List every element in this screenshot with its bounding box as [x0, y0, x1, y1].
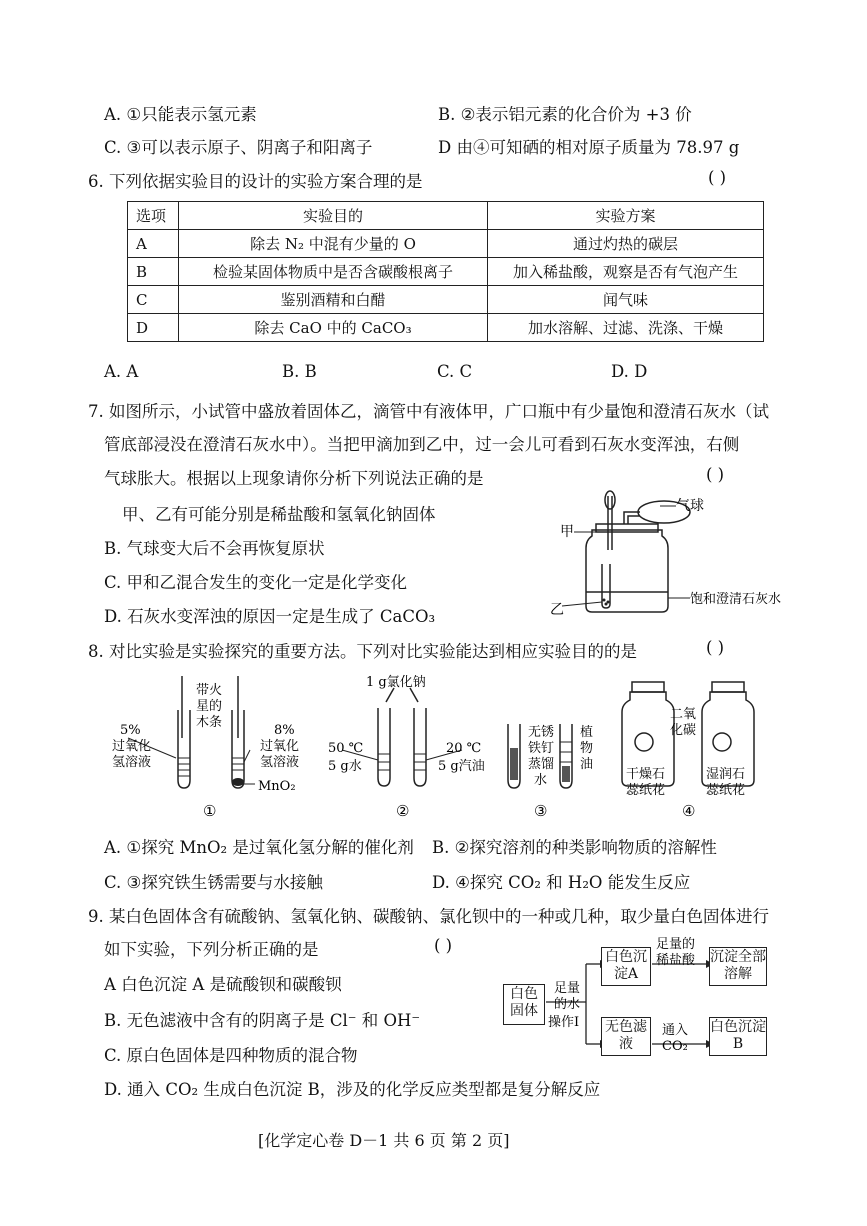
- q9-option-b: B. 无色滤液中含有的阴离子是 Cl⁻ 和 OH⁻: [104, 1011, 421, 1030]
- q9-flow-solid-box: 白色固体: [503, 984, 545, 1025]
- table-cell: 除去 CaO 中的 CaCO₃: [179, 314, 488, 342]
- q8-fig3-r3: 油: [580, 757, 594, 772]
- table-cell: C: [128, 286, 179, 314]
- q8-fig1-right-pct: 8%: [274, 723, 295, 738]
- q7-answer-bracket: ( ): [706, 465, 725, 484]
- q8-fig1-top2: 星的: [196, 699, 223, 714]
- q9-flow-op: 操作Ⅰ: [548, 1015, 580, 1030]
- table-row: [128, 230, 764, 258]
- q8-fig3-l3: 蒸馏: [528, 757, 555, 772]
- q9-option-c: C. 原白色固体是四种物质的混合物: [104, 1046, 358, 1065]
- q8-fig4-left1: 干燥石: [626, 767, 666, 782]
- q8-fig2-right-temp: 20 ℃: [446, 741, 482, 756]
- q8-fig1-left-name2: 氢溶液: [112, 755, 152, 770]
- q8-fig1-left-pct: 5%: [120, 723, 141, 738]
- q8-figures: [110, 668, 790, 824]
- table-cell: B: [128, 258, 179, 286]
- q6-option-c: C. C: [437, 362, 473, 381]
- table-cell: A: [128, 230, 179, 258]
- q5-option-d: D 由④可知硒的相对原子质量为 78.97 g: [438, 138, 740, 157]
- table-row: [128, 286, 764, 314]
- q9-stem-line1: 9. 某白色固体含有硫酸钠、氢氧化钠、碳酸钠、氯化钡中的一种或几种，取少量白色固体进行: [88, 907, 769, 926]
- q8-option-d: D. ④探究 CO₂ 和 H₂O 能发生反应: [432, 873, 691, 892]
- q8-fig2-right-oil: 5 g汽油: [438, 759, 485, 774]
- q6-option-b: B. B: [282, 362, 317, 381]
- q8-fig3-r1: 植: [580, 725, 594, 740]
- q8-fig4-right2: 蕊纸花: [706, 783, 746, 798]
- q8-fig4-gas1: 二氧: [670, 707, 697, 722]
- q8-answer-bracket: ( ): [706, 638, 725, 657]
- q8-fig1-right-name2: 氢溶液: [260, 755, 300, 770]
- q8-fig4-left2: 蕊纸花: [626, 783, 666, 798]
- q7-label-yi: 乙: [550, 602, 564, 618]
- q8-option-b: B. ②探究溶剂的种类影响物质的溶解性: [432, 838, 717, 857]
- q8-option-a: A. ①探究 MnO₂ 是过氧化氢分解的催化剂: [104, 838, 414, 857]
- q5-option-c: C. ③可以表示原子、阴离子和阳离子: [104, 138, 373, 157]
- q8-fig1-top: 带火: [196, 683, 223, 698]
- page-footer: [化学定心卷 D－1 共 6 页 第 2 页]: [258, 1131, 510, 1150]
- q9-option-d: D. 通入 CO₂ 生成白色沉淀 B，涉及的化学反应类型都是复分解反应: [104, 1080, 601, 1099]
- q8-fig1-left-name: 过氧化: [112, 739, 152, 754]
- q8-fig4-gas2: 化碳: [670, 723, 697, 738]
- table-header: 实验目的: [179, 202, 488, 230]
- q8-fig3-l2: 铁钉: [528, 741, 555, 756]
- table-cell: 检验某固体物质中是否含碳酸根离子: [179, 258, 488, 286]
- table-header: 实验方案: [488, 202, 764, 230]
- q9-flow-acid2: 稀盐酸: [656, 953, 696, 968]
- table-row: [128, 258, 764, 286]
- q8-fig2-left-temp: 50 ℃: [328, 741, 364, 756]
- table-cell: 加入稀盐酸，观察是否有气泡产生: [488, 258, 764, 286]
- q9-answer-bracket: ( ): [434, 936, 453, 955]
- table-cell: 鉴别酒精和白醋: [179, 286, 488, 314]
- q8-fig1-top3: 木条: [196, 715, 223, 730]
- q7-label-jia: 甲: [560, 524, 574, 540]
- q6-option-d: D. D: [611, 362, 648, 381]
- q9-flow-co2-2: CO₂: [662, 1039, 688, 1054]
- q5-option-b: B. ②表示铝元素的化合价为 +3 价: [438, 105, 692, 124]
- table-row: [128, 314, 764, 342]
- q7-stem-line2: 管底部浸没在澄清石灰水中）。当把甲滴加到乙中，过一会儿可看到石灰水变浑浊，右侧: [104, 435, 740, 454]
- q8-fig2-left-water: 5 g水: [328, 759, 362, 774]
- q9-flow-acid1: 足量的: [656, 937, 696, 952]
- table-cell: D: [128, 314, 179, 342]
- q7-stem-line3: 气球胀大。根据以上现象请你分析下列说法正确的是: [104, 469, 484, 488]
- q8-fig1-right-name: 过氧化: [260, 739, 300, 754]
- q8-fig2-top: 1 g氯化钠: [366, 675, 426, 690]
- q7-option-d: D. 石灰水变浑浊的原因一定是生成了 CaCO₃: [104, 607, 436, 626]
- table-cell: 除去 N₂ 中混有少量的 O: [179, 230, 488, 258]
- q7-option-c: C. 甲和乙混合发生的变化一定是化学变化: [104, 573, 408, 592]
- q5-option-a: A. ①只能表示氢元素: [104, 105, 257, 124]
- q6-stem: 6. 下列依据实验目的设计的实验方案合理的是: [88, 172, 423, 191]
- q9-flow-water1: 足量: [554, 981, 581, 996]
- q8-fig1-number: ①: [203, 802, 217, 820]
- table-cell: 加水溶解、过滤、洗涤、干燥: [488, 314, 764, 342]
- q9-flow-water2: 的水: [554, 997, 581, 1012]
- q7-option-b: B. 气球变大后不会再恢复原状: [104, 539, 325, 558]
- q9-flow-precipitate-b-box: 白色沉淀B: [709, 1017, 767, 1056]
- q8-fig4-number: ④: [682, 802, 696, 820]
- q8-fig2-number: ②: [396, 802, 410, 820]
- q7-stem-line1: 7. 如图所示，小试管中盛放着固体乙，滴管中有液体甲，广口瓶中有少量饱和澄清石灰水（试: [88, 402, 769, 421]
- q7-label-balloon: 气球: [676, 498, 704, 514]
- q9-option-a: A 白色沉淀 A 是硫酸钡和碳酸钡: [104, 975, 342, 994]
- table-header: 选项: [128, 202, 179, 230]
- table-cell: 闻气味: [488, 286, 764, 314]
- q8-fig4-right1: 湿润石: [706, 767, 746, 782]
- q8-fig1-catalyst: MnO₂: [258, 779, 296, 794]
- q6-table: [127, 201, 764, 342]
- q9-stem-line2: 如下实验，下列分析正确的是: [104, 940, 319, 959]
- q8-fig3-r2: 物: [580, 741, 594, 756]
- q6-option-a: A. A: [104, 362, 139, 381]
- q9-flow-co2-1: 通入: [662, 1023, 689, 1038]
- table-header-row: [128, 202, 764, 230]
- q6-answer-bracket: ( ): [708, 168, 727, 187]
- q8-fig3-number: ③: [534, 802, 548, 820]
- q7-option-a: 甲、乙有可能分别是稀盐酸和氢氧化钠固体: [122, 505, 436, 524]
- table-cell: 通过灼热的碳层: [488, 230, 764, 258]
- q9-flow-filtrate-box: 无色滤液: [601, 1017, 651, 1056]
- q8-fig3-l1: 无锈: [528, 725, 555, 740]
- q8-stem: 8. 对比实验是实验探究的重要方法。下列对比实验能达到相应实验目的的是: [88, 642, 637, 661]
- q9-flow-precipitate-a-box: 白色沉淀A: [601, 947, 651, 986]
- q8-fig3-l4: 水: [534, 773, 548, 788]
- q8-option-c: C. ③探究铁生锈需要与水接触: [104, 873, 323, 892]
- q7-apparatus-figure: [540, 488, 782, 620]
- q9-flow-dissolve-box: 沉淀全部溶解: [709, 947, 767, 986]
- q7-label-limewater: 饱和澄清石灰水: [690, 592, 782, 607]
